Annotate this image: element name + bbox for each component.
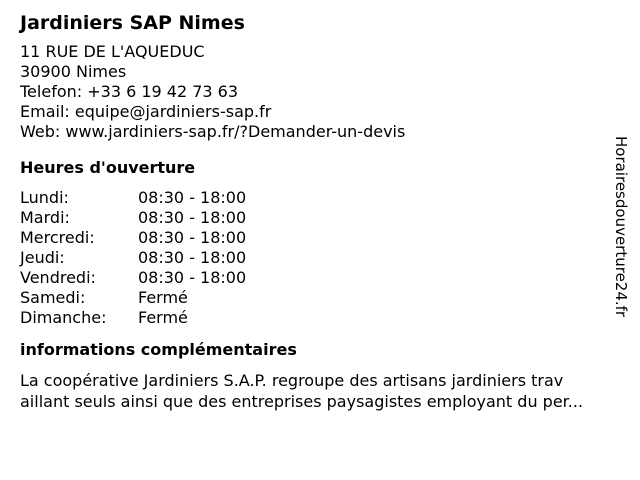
info-description [20,370,630,412]
day-label: Vendredi: [20,268,96,287]
hours-row-friday [20,268,620,288]
day-hours: Fermé [138,308,188,327]
email-link[interactable]: equipe@jardiniers-sap.fr [74,102,272,121]
hours-row-sunday [20,308,620,328]
info-description-line: La coopérative Jardiniers S.A.P. regroupe des artisans jardiniers trav [20,371,564,390]
day-hours: 08:30 - 18:00 [138,188,247,207]
business-name: Jardiniers SAP Nimes [20,12,245,34]
day-label: Samedi: [20,288,86,307]
day-label: Mardi: [20,208,70,227]
email-line [20,102,620,122]
hours-row-saturday [20,288,620,308]
hours-row-tuesday [20,208,620,228]
info-heading: informations complémentaires [20,340,297,359]
web-link[interactable]: www.jardiniers-sap.fr/?Demander-un-devis [65,122,406,141]
info-description-line: aillant seuls ainsi que des entreprises paysagistes employant du per... [20,392,584,411]
day-label: Lundi: [20,188,69,207]
email-label: Email: [20,102,70,121]
hours-row-wednesday [20,228,620,248]
hours-heading: Heures d'ouverture [20,158,196,177]
day-label: Mercredi: [20,228,95,247]
business-card [20,8,620,412]
address-street: 11 RUE DE L'AQUEDUC [20,42,205,61]
hours-row-thursday [20,248,620,268]
day-hours: 08:30 - 18:00 [138,228,247,247]
day-hours: 08:30 - 18:00 [138,248,247,267]
phone-line[interactable]: Telefon: +33 6 19 42 73 63 [20,82,239,101]
web-line [20,122,620,142]
day-hours: 08:30 - 18:00 [138,268,247,287]
day-label: Jeudi: [20,248,65,267]
hours-row-monday [20,188,620,208]
web-label: Web: [20,122,61,141]
day-hours: Fermé [138,288,188,307]
address-city: 30900 Nimes [20,62,127,81]
day-label: Dimanche: [20,308,107,327]
day-hours: 08:30 - 18:00 [138,208,247,227]
site-watermark-link[interactable]: Horairesdouverture24.fr [612,136,630,318]
hours-table [20,188,620,328]
